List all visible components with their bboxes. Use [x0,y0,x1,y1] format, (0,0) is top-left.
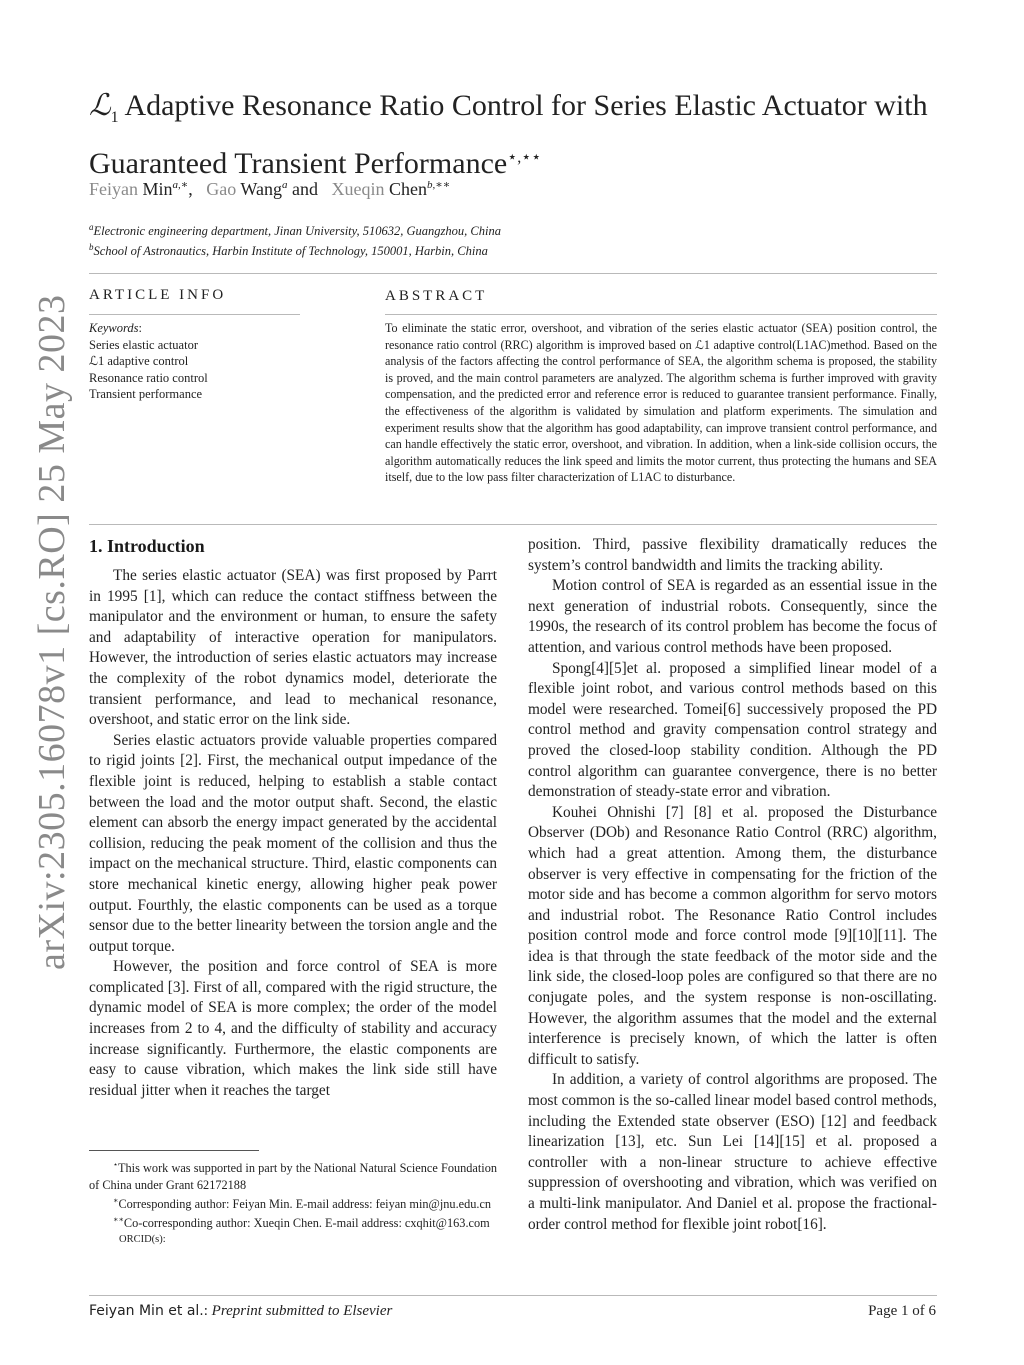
footer-divider [89,1295,937,1296]
author-1: Feiyan Min$^{a,∗}$, [89,179,202,199]
author-list [89,178,949,200]
title-line1: Adaptive Resonance Ratio Control for Series Elastic Actuator with [118,89,928,122]
affiliation-a: $^a$Electronic engineering department, Jinan University, 510632, Guangzhou, China [89,222,501,239]
keyword-item: Series elastic actuator [89,337,198,352]
article-info-heading: ARTICLE INFO [89,287,227,303]
title-symbol: ℒ [89,89,111,122]
paragraph: The series elastic actuator (SEA) was first proposed by Parrt in 1995 [1], which can reduce the contact stiffness between the manipulator and the environment or human, to ensure the safety and adaptability of interactive operation for manipulators. However, the introduction of series elastic actuators may increase the complexity of the robot dynamics model, deteriorate the transient performance, and lead to mechanical resonance, overshoot, and static error on the link side. [89,567,497,729]
paragraph: However, the position and force control of SEA is more complicated [3]. First of all, compared with the rigid structure, the dynamic model of SEA is more complex; the order of the model increases from 2 to 4, and the difficulty of stability and accuracy increase significantly. Furthermore, the elastic components are easy to cause vibration, which makes the link side still have residual jitter when it reaches the target [89,958,497,1099]
keyword-item: ℒ1 adaptive control [89,354,189,368]
keyword-item: Resonance ratio control [89,370,208,385]
paragraph: Series elastic actuators provide valuable properties compared to rigid joints [2]. First, the mechanical output impedance of the flexible joint is reduced, helping to establish a stable contact between the load and the motor output shaft. Second, the elastic element can absorb the energy impact generated by the accidental collision, reducing the peak moment of the collision and thus the impact on the mechanical structure. Third, elastic components can store mechanical kinetic energy, allowing higher peak power output. Fourthly, the elastic components can be used as a torque sensor due to the better linearity between the torsion angle and the output torque. [89,731,497,955]
abstract-divider [385,314,937,315]
paragraph: Motion control of SEA is regarded as an essential issue in the next generation of industrial robots. Consequently, since the 1990s, the research of its control problem has become the focus of attention, and various control methods have been proposed. [528,577,937,656]
right-column [528,535,937,1235]
keywords-label: Keywords [89,321,139,335]
paragraph: Kouhei Ohnishi [7] [8] et al. proposed the Disturbance Observer (DOb) and Resonance Ratio Control (RRC) algorithm, which had a great attention. Among them, the disturbance observer is very effective in compensating for the friction of the motor side and has become a common algorithm for servo motors and industrial robot. The Resonance Ratio Control includes position control mode and force control mode [9][10][11]. The idea is that through the state feedback of the motor side and the link side, the closed-loop poles are configured so that there are no conjugate poles, and the system response is non-oscillating. However, the algorithm assumes that the model and the external interference is precisely known, of which the latter is often difficult to satisfy. [528,803,937,1068]
keywords-block: Keywords: Series elastic actuator ℒ1 adaptive control Resonance ratio control Transient performance [89,320,299,403]
author-2: Gao Wang$^a$ and [206,179,327,199]
footer-authors: Feiyan Min et al. [89,1303,204,1319]
footnote: ∗Corresponding author: Feiyan Min. E-mail address: feiyan min@jnu.edu.cn [113,1195,492,1211]
title-subscript: 1 [110,109,119,126]
footnotes [89,1157,497,1248]
paragraph: position. Third, passive flexibility dramatically reduces the system’s control bandwidth and limits the tracking ability. [528,536,937,574]
article-info-divider [89,314,300,315]
paragraph: Spong[4][5]et al. proposed a simplified linear model of a flexible joint robot, and various control methods based on this model were researched. Tomei[6] successively proposed the PD control method and gravity compensation control strategy and proved the closed-loop stability condition. Although the PD control algorithm can guarantee convergence, there is no better demonstration of steady-state error and vibration. [528,659,937,801]
section-heading: 1. Introduction [89,536,205,556]
left-column [89,566,497,1101]
paper-title [89,86,949,184]
page-number: Page 1 of 6 [868,1303,936,1319]
footer-journal: Preprint submitted to Elsevier [211,1303,393,1319]
title-line2: Guaranteed Transient Performance [89,147,508,180]
author-3: Xueqin Chen$^{b,∗∗}$ [331,179,451,199]
arxiv-side-stamp: arXiv:2305.16078v1 [cs.RO] 25 May 2023 [31,294,73,970]
footnote: ⋆This work was supported in part by the National Natural Science Foundation of China under Grant 62172188 [89,1160,497,1192]
footnote-divider [89,1150,259,1151]
abstract-heading: ABSTRACT [385,288,488,304]
affiliation-b: $^b$School of Astronautics, Harbin Institute of Technology, 150001, Harbin, China [89,242,488,259]
footnote: ORCID(s): [119,1233,166,1245]
footer-left: Feiyan Min et al.: Preprint submitted to Elsevier [89,1303,393,1319]
paragraph: In addition, a variety of control algorithms are proposed. The most common is the so-called linear model based control methods, including the Extended state observer (ESO) [12] and feedback linearization [13], etc. Sun Lei [14][15] et al. proposed a controller with a non-linear structure to achieve effective suppression of overshooting and vibration, which was verified on a multi-link manipulator. And Daniel et al. propose the fractional-order control method for flexible joint robot[16]. [528,1071,937,1233]
abstract-text: To eliminate the static error, overshoot, and vibration of the series elastic actuator (SEA) position control, the resonance ratio control (RRC) algorithm is improved based on ℒ1 adaptive control(L1AC)method. Based on the analysis of the factors affecting the control performance of SEA, the algorithm schema is proposed, the stability is proved, and the main control parameters are analyzed. The algorithm schema is further improved with gravity compensation, and the predicted error and reference error is reduced to guarantee transient performance. Finally, the effectiveness of the algorithm is validated by simulation and platform experiments. The simulation and experiment results show that the algorithm has good adaptability, can improve transient control performance, and can handle effectively the static error, overshoot, and vibration. In addition, when a link-side collision occurs, the algorithm automatically reduces the link speed and limits the motor current, thus protecting the humans and SEA itself, due to the low pass filter characterization of L1AC to disturbance. [385,321,937,485]
footnote: ∗∗Co-corresponding author: Xueqin Chen. E-mail address: cxqhit@163.com [113,1215,490,1231]
title-marks: ⋆,⋆⋆ [507,149,542,166]
body-divider [89,524,937,525]
header-divider [89,273,937,274]
keyword-item: Transient performance [89,387,203,401]
